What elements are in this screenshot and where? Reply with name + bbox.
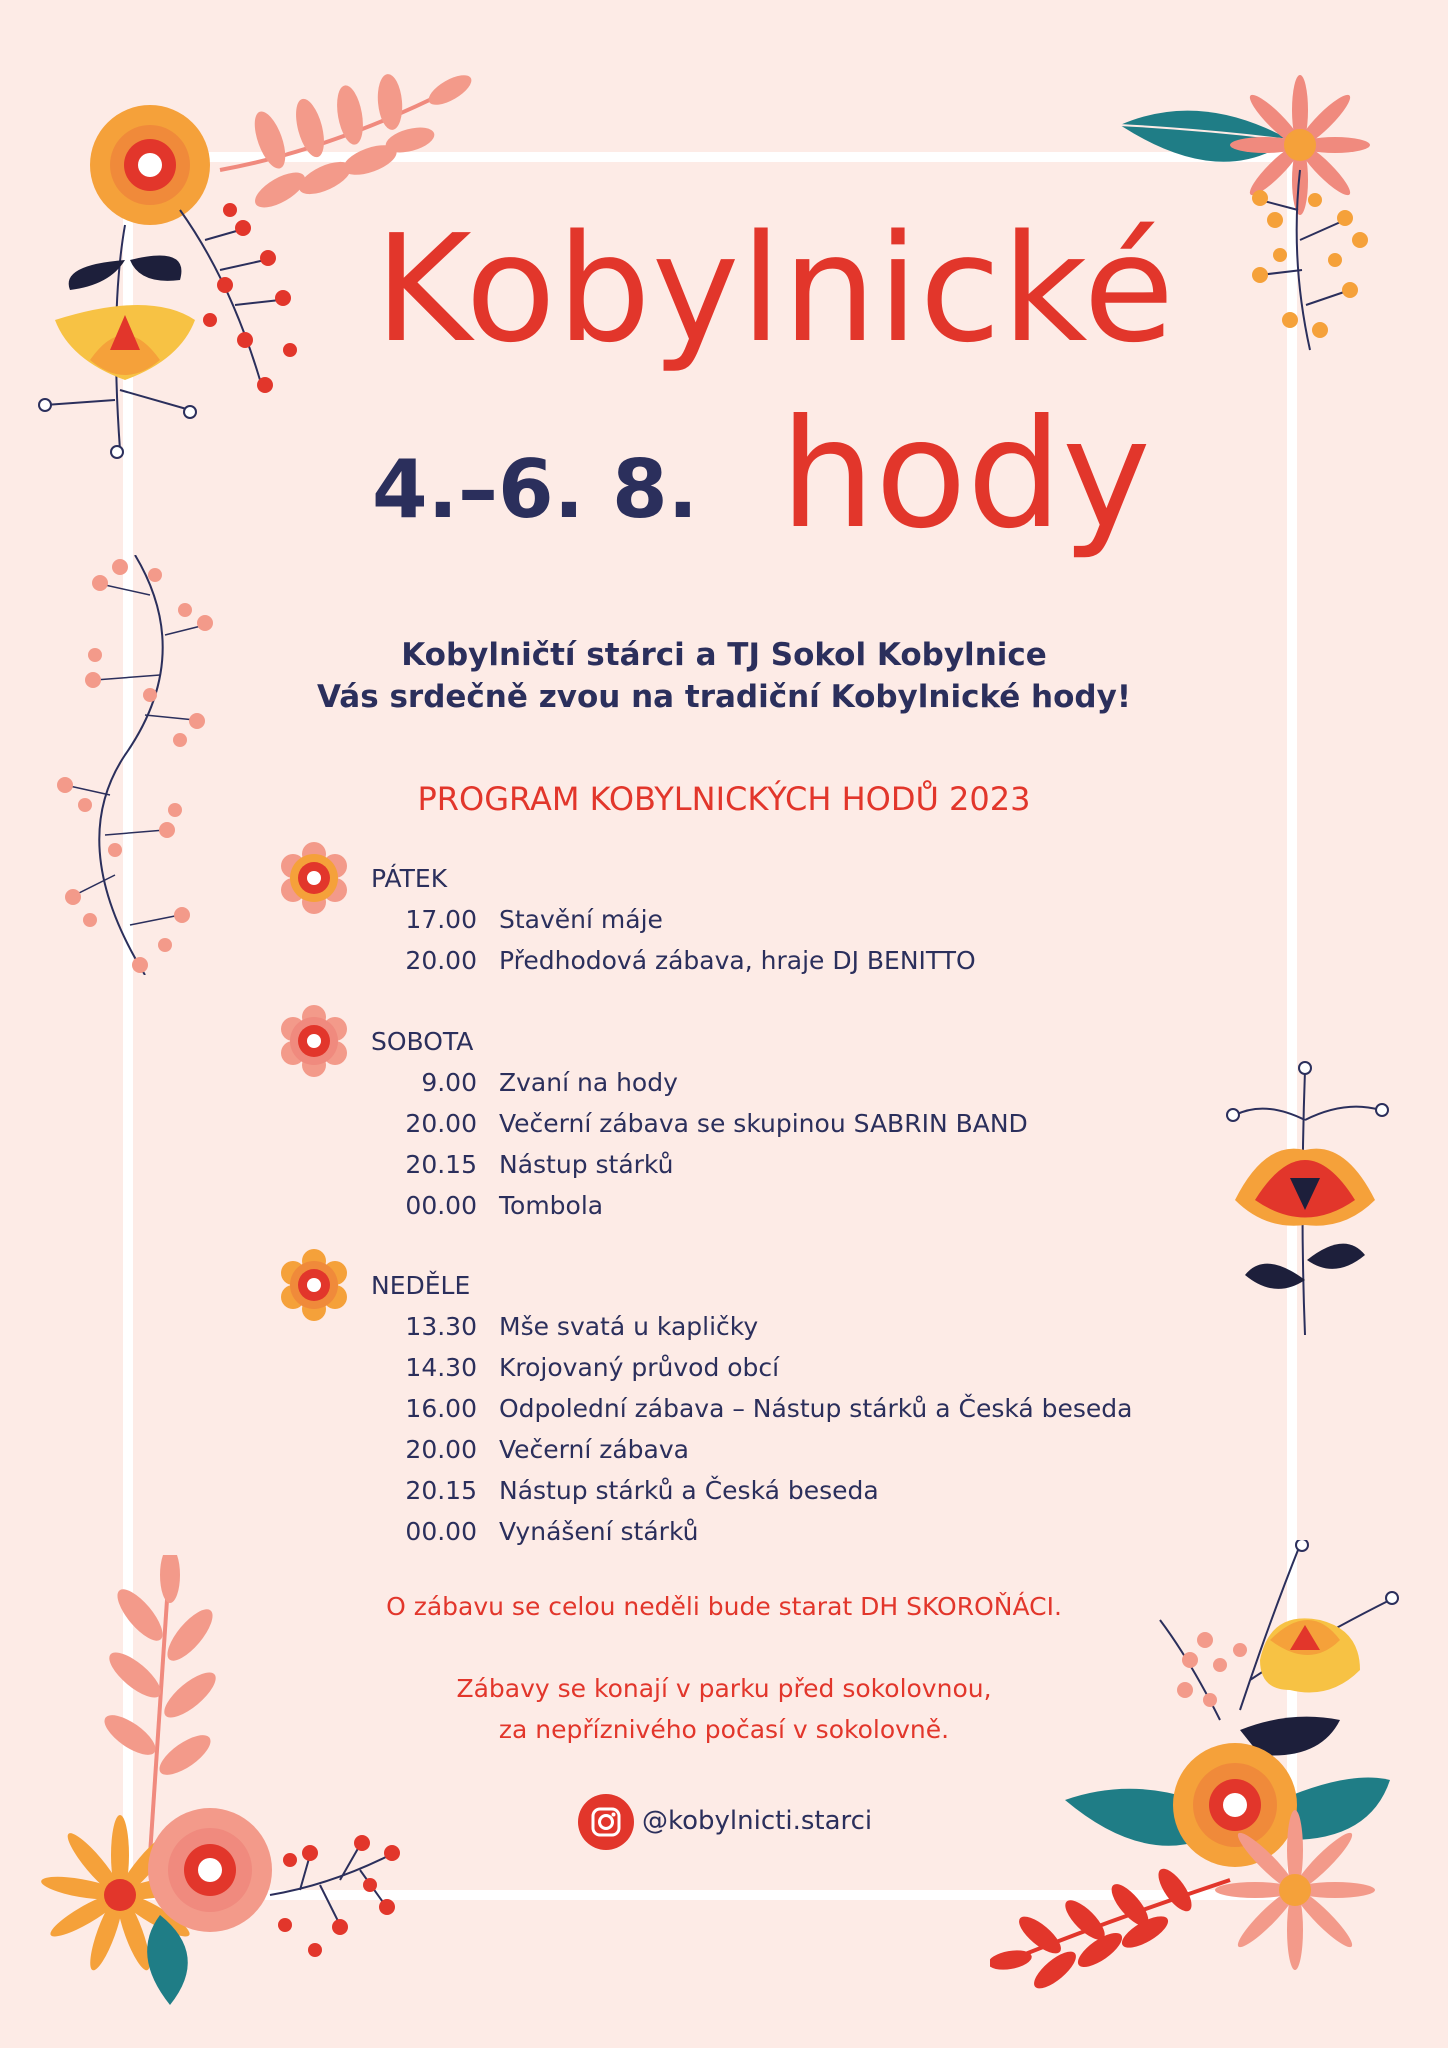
program-event: Předhodová zábava, hraje DJ BENITTO <box>499 946 976 975</box>
program-event: Vynášení stárků <box>499 1517 699 1546</box>
location-note-line-1: Zábavy se konají v parku před sokolovnou, <box>456 1674 992 1703</box>
program-time: 20.00 <box>405 946 477 975</box>
program-time: 00.00 <box>405 1517 477 1546</box>
title-line-2: hody <box>780 388 1151 562</box>
program-event: Krojovaný průvod obcí <box>499 1353 780 1382</box>
program-time: 20.15 <box>405 1150 477 1179</box>
day-label: PÁTEK <box>371 864 448 893</box>
invitation-line-2: Vás srdečně zvou na tradiční Kobylnické hody! <box>317 679 1131 715</box>
invitation-line-1: Kobylničtí stárci a TJ Sokol Kobylnice <box>401 637 1047 673</box>
program-time: 13.30 <box>405 1312 477 1341</box>
music-note: O zábavu se celou neděli bude starat DH SKOROŇÁCI. <box>386 1592 1062 1621</box>
program-event: Stavění máje <box>499 905 663 934</box>
flower-right-side-icon <box>1225 1060 1395 1340</box>
instagram-handle[interactable]: @kobylnicti.starci <box>642 1806 873 1836</box>
program-time: 00.00 <box>405 1191 477 1220</box>
berry-branch-left-icon <box>55 555 215 975</box>
flower-icon <box>278 842 350 914</box>
program-event: Večerní zábava <box>499 1435 689 1464</box>
program-time: 20.00 <box>405 1435 477 1464</box>
program-title: PROGRAM KOBYLNICKÝCH HODŮ 2023 <box>417 780 1031 818</box>
flower-icon <box>278 1249 350 1321</box>
program-event: Mše svatá u kapličky <box>499 1312 759 1341</box>
instagram-icon[interactable] <box>578 1794 634 1850</box>
program-event: Nástup stárků a Česká beseda <box>499 1476 879 1505</box>
program-event: Nástup stárků <box>499 1150 674 1179</box>
program-time: 14.30 <box>405 1353 477 1382</box>
day-label: SOBOTA <box>371 1027 474 1056</box>
flower-icon <box>278 1005 350 1077</box>
program-time: 20.00 <box>405 1109 477 1138</box>
location-note-line-2: za nepříznivého počasí v sokolovně. <box>498 1715 950 1744</box>
program-time: 9.00 <box>421 1068 477 1097</box>
day-label: NEDĚLE <box>371 1271 471 1300</box>
program-event: Odpolední zábava – Nástup stárků a Česká beseda <box>499 1394 1133 1423</box>
program-time: 20.15 <box>405 1476 477 1505</box>
program-time: 16.00 <box>405 1394 477 1423</box>
program-event: Večerní zábava se skupinou SABRIN BAND <box>499 1109 1028 1138</box>
title-line-1: Kobylnické <box>374 203 1176 375</box>
program-time: 17.00 <box>405 905 477 934</box>
program-event: Zvaní na hody <box>499 1068 678 1097</box>
program-event: Tombola <box>499 1191 604 1220</box>
event-dates: 4.–6. 8. <box>372 443 699 536</box>
